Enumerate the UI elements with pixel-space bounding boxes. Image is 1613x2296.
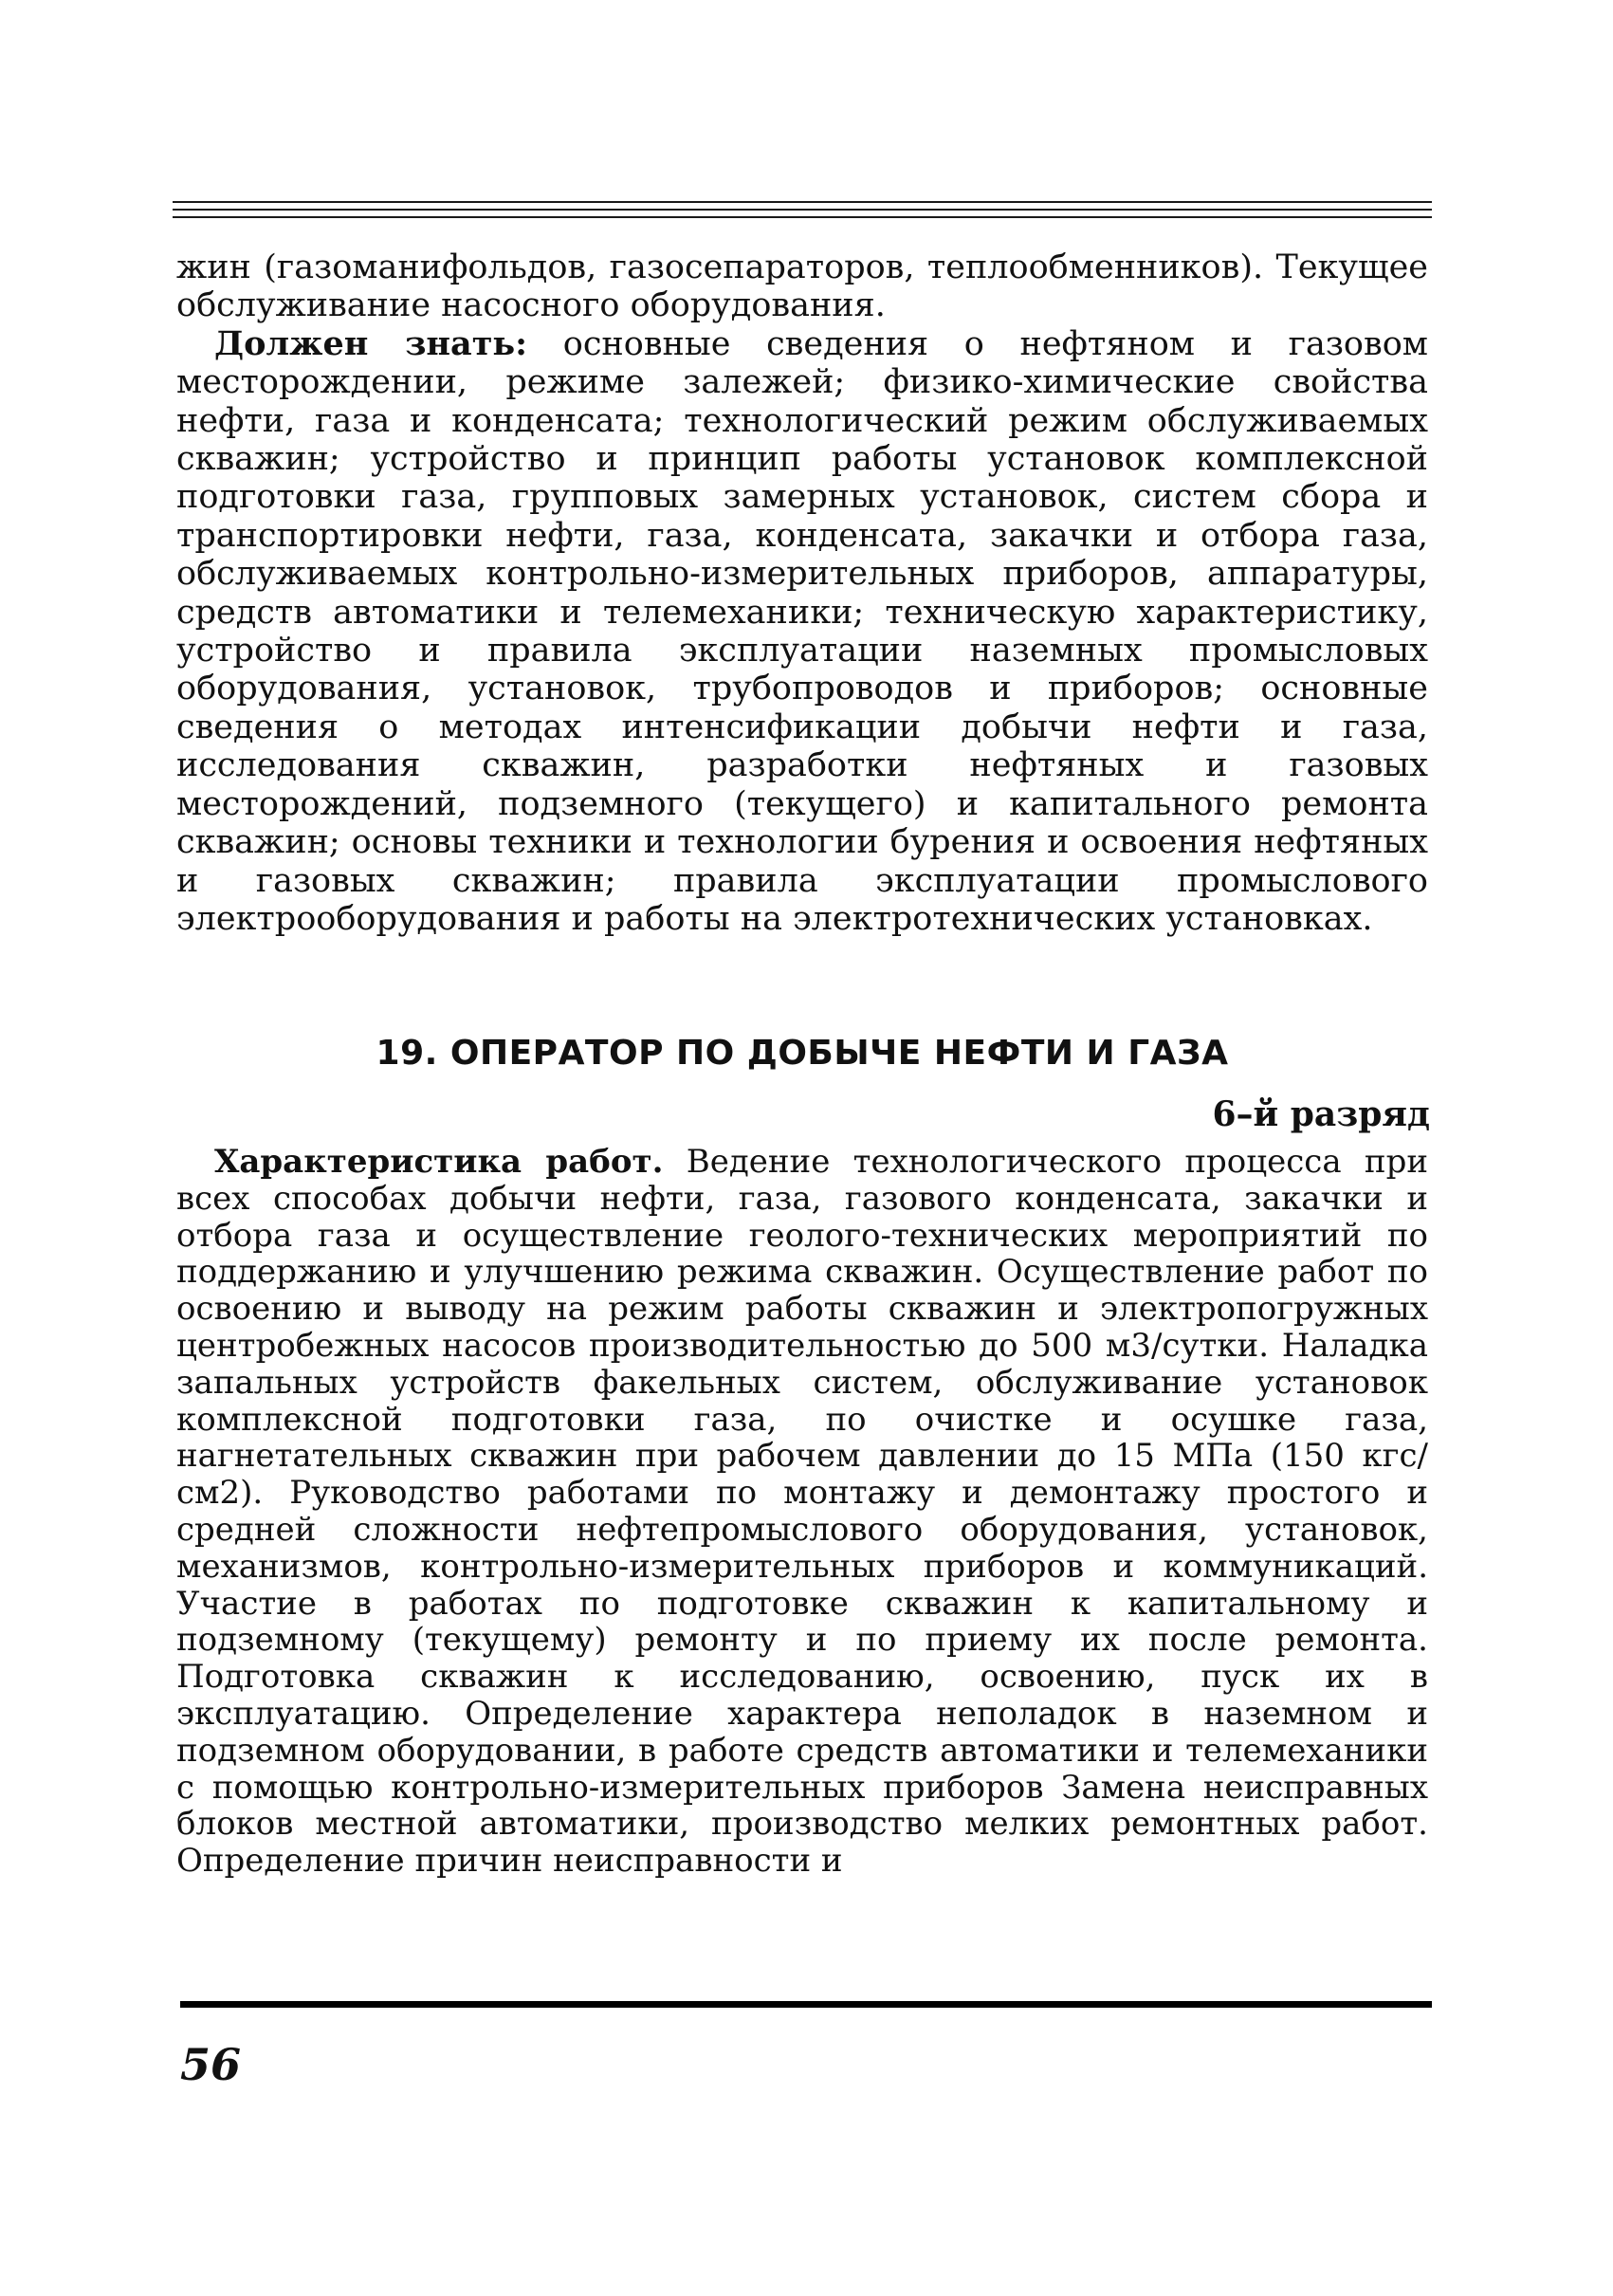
characteristic-text: Ведение технологического процесса при всех способах добычи нефти, газа, газового конденсата, закачки и отбора газа и осуществление геолого-технических мероприятий по поддержанию и улучшению режима скважин. Осуществление работ по освоению и выводу на режим работы скважин и электропогружных центробежных насосов производительностью до 500 м3/сутки. Наладка запальных устройств факельных систем, обслуживание установок комплексной подготовки газа, по очистке и осушке газа, нагнетательных скважин при рабочем давлении до 15 МПа (150 кгс/см2). Руководство работами по монтажу и демонтажу простого и средней сложности нефтепромыслового оборудования, установок, механизмов, контрольно-измерительных приборов и коммуникаций. Участие в работах по подготовке скважин к капитальному и подземному (текущему) ремонту и по приему их после ремонта. Подготовка скважин к исследованию, освоению, пуск их в эксплуатацию. Определение характера неполадок в наземном и подземном оборудовании, в работе средств автоматики и телемеханики с помощью контрольно-измерительных приборов Замена неисправных блоков местной автоматики, производство мелких ремонтных работ. Определение причин неисправности и <box>176 1143 1428 1881</box>
header-rule <box>173 201 1432 203</box>
characteristic-label: Характеристика работ. <box>214 1143 664 1181</box>
header-rule <box>173 209 1432 211</box>
continued-paragraph: жин (газоманифольдов, газосепараторов, теплообменников). Текущее обслуживание насосного оборудования. <box>176 248 1428 325</box>
knowledge-label: Должен знать: <box>214 323 528 363</box>
section-heading: 19. ОПЕРАТОР ПО ДОБЫЧЕ НЕФТИ И ГАЗА <box>376 1034 1229 1073</box>
footer-rule <box>180 2001 1432 2008</box>
body-text <box>176 248 1428 938</box>
page-number: 56 <box>180 2039 242 2090</box>
knowledge-paragraph <box>176 325 1428 939</box>
grade-label: 6–й разряд <box>1212 1094 1430 1134</box>
knowledge-text: основные сведения о нефтяном и газовом месторождении, режиме залежей; физико-химические свойства нефти, газа и конденсата; технологический режим обслуживаемых скважин; устройство и принцип работы установок комплексной подготовки газа, групповых замерных установок, систем сбора и транспортировки нефти, газа, конденсата, закачки и отбора газа, обслуживаемых контрольно-измерительных приборов, аппаратуры, средств автоматики и телемеханики; техническую характеристику, устройство и правила эксплуатации наземных промысловых оборудования, установок, трубопроводов и приборов; основные сведения о методах интенсификации добычи нефти и газа, исследования скважин, разработки нефтяных и газовых месторождений, подземного (текущего) и капитального ремонта скважин; основы техники и технологии бурения и освоения нефтяных и газовых скважин; правила эксплуатации промыслового электрооборудования и работы на электротехнических установках. <box>176 324 1428 938</box>
characteristic-paragraph <box>176 1144 1428 1880</box>
header-rule <box>173 216 1432 218</box>
